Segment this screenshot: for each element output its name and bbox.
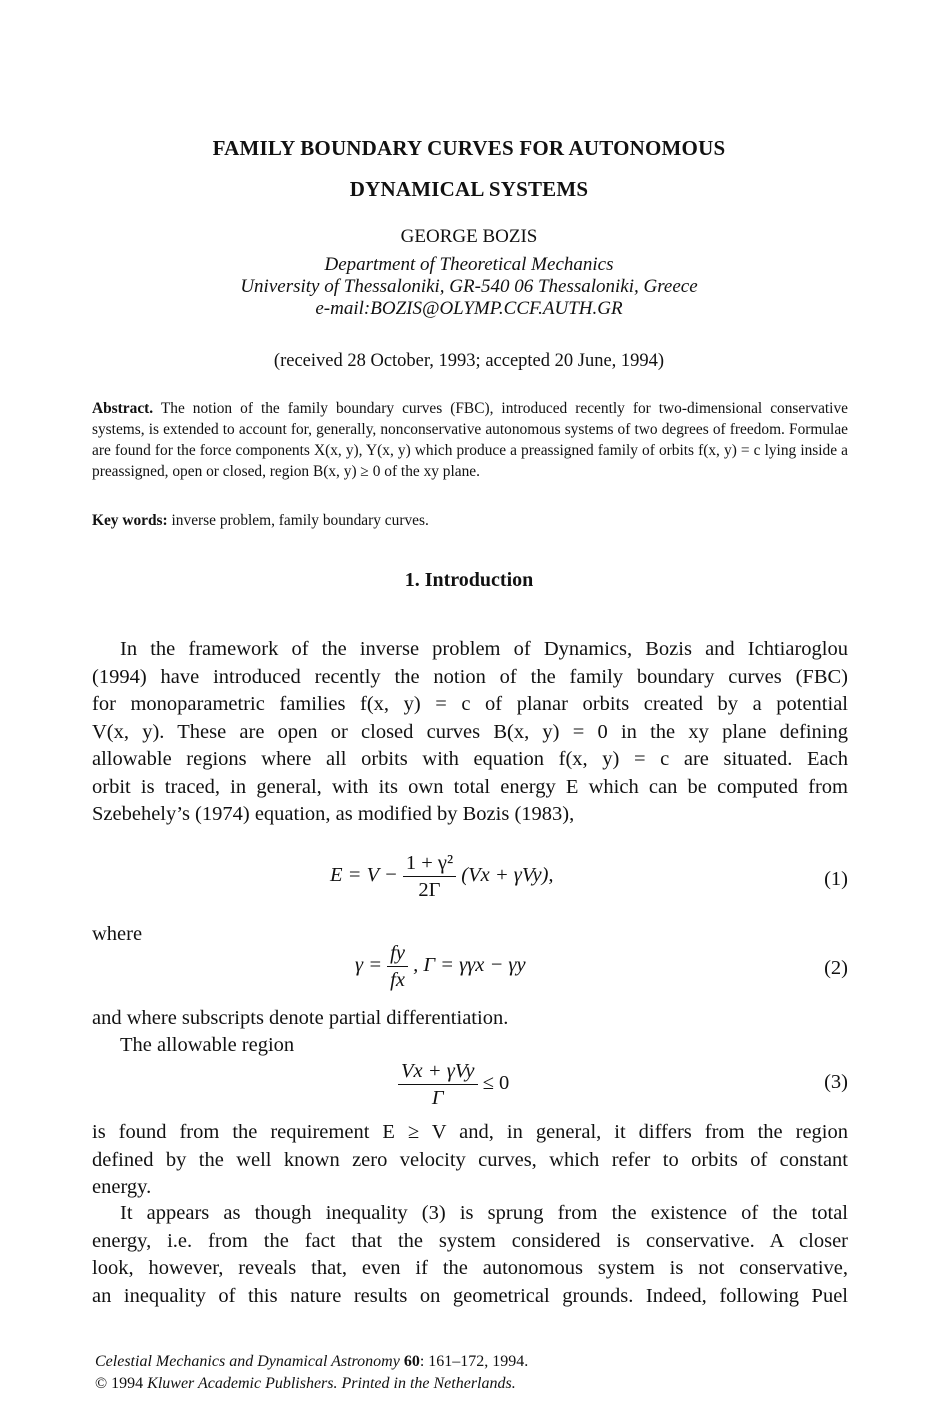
eq2-denominator: fx xyxy=(390,969,405,991)
paper-title-line-1: FAMILY BOUNDARY CURVES FOR AUTONOMOUS xyxy=(212,136,726,160)
author-email: e-mail:BOZIS@OLYMP.CCF.AUTH.GR xyxy=(315,298,623,319)
eq1-lhs: E = V − xyxy=(330,864,398,887)
text-line: orbit is traced, in general, with its own total energy E which can be computed from xyxy=(92,775,848,798)
keywords-text: inverse problem, family boundary curves. xyxy=(171,512,429,529)
text-line: an inequality of this nature results on geometrical grounds. Indeed, following Puel xyxy=(92,1284,848,1307)
abstract-label: Abstract. xyxy=(92,400,154,417)
eq3-fraction xyxy=(398,1058,478,1111)
publisher-line: Kluwer Academic Publishers. Printed in the Netherlands. xyxy=(147,1375,516,1392)
intro-paragraph-3 xyxy=(92,1200,848,1310)
equation-1 xyxy=(330,850,554,903)
eq2-lhs: γ = xyxy=(355,954,383,977)
text-line: defined by the well known zero velocity curves, which refer to orbits of constant xyxy=(92,1148,848,1171)
journal-volume: 60 xyxy=(403,1353,420,1370)
subscripts-sentence xyxy=(92,1005,848,1033)
text-line: is found from the requirement E ≥ V and, in general, it differs from the region xyxy=(92,1121,848,1143)
text-line: The allowable region xyxy=(120,1034,295,1056)
eq3-rhs: ≤ 0 xyxy=(482,1072,510,1095)
allowable-region-sentence xyxy=(92,1032,848,1060)
text-line: look, however, reveals that, even if the autonomous system is not conservative, xyxy=(92,1257,848,1279)
text-line: In the framework of the inverse problem of Dynamics, Bozis and Ichtiaroglou xyxy=(120,638,848,660)
keywords-label: Key words: xyxy=(92,512,168,529)
affiliation-university: University of Thessaloniki, GR-540 06 Thessaloniki, Greece xyxy=(240,276,698,297)
text-line: and where subscripts denote partial differentiation. xyxy=(92,1007,509,1029)
eq2-fraction xyxy=(387,940,408,993)
text-line: energy, i.e. from the fact that the system considered is conservative. A closer xyxy=(92,1229,848,1252)
text-line: Szebehely’s (1974) equation, as modified by Bozis (1983), xyxy=(92,803,575,825)
text-line: It appears as though inequality (3) is sprung from the existence of the total xyxy=(120,1202,848,1224)
equation-2-number: (2) xyxy=(824,957,848,979)
equation-3 xyxy=(398,1058,509,1111)
abstract xyxy=(92,398,848,482)
text-line: V(x, y). These are open or closed curves B(x, y) = 0 in the xy plane defining xyxy=(92,720,848,743)
eq3-denominator: Γ xyxy=(431,1087,444,1109)
intro-paragraph-1 xyxy=(92,636,848,829)
text-line: energy. xyxy=(92,1176,152,1198)
affiliation-department: Department of Theoretical Mechanics xyxy=(324,254,614,275)
eq1-rhs: (Vx + γVy), xyxy=(461,864,554,887)
footer-copyright xyxy=(95,1375,516,1393)
journal-name: Celestial Mechanics and Dynamical Astronomy xyxy=(95,1353,400,1370)
eq1-fraction xyxy=(403,850,456,903)
eq1-denominator: 2Γ xyxy=(418,879,441,901)
eq2-rhs: , Γ = γγx − γy xyxy=(413,954,526,977)
abstract-text: The notion of the family boundary curves (FBC), introduced recently for two-dimensional conservative systems, is extended to account for, generally, nonconservative autonomous systems of two degrees of freedom. Formulae are found for the force components X(x, y), Y(x, y) which produce a preassigned family of orbits f(x, y) = c lying inside a preassigned, open or closed, region B(x, y) ≥ 0 of the xy plane. xyxy=(92,400,848,480)
text-line: (1994) have introduced recently the notion of the family boundary curves (FBC) xyxy=(92,665,848,688)
section-heading-introduction: 1. Introduction xyxy=(404,569,534,591)
text-line: for monoparametric families f(x, y) = c of planar orbits created by a potential xyxy=(92,693,848,715)
equation-1-number: (1) xyxy=(824,868,848,890)
author-name: GEORGE BOZIS xyxy=(400,226,538,247)
intro-paragraph-2 xyxy=(92,1119,848,1202)
eq1-numerator: 1 + γ² xyxy=(403,850,456,877)
journal-pages: : 161–172, 1994. xyxy=(419,1353,529,1370)
equation-2 xyxy=(355,940,526,993)
eq3-numerator: Vx + γVy xyxy=(398,1058,478,1085)
footer-journal-citation xyxy=(95,1353,528,1371)
received-accepted-dates: (received 28 October, 1993; accepted 20 June, 1994) xyxy=(273,351,665,371)
text-line: allowable regions where all orbits with equation f(x, y) = c are situated. Each xyxy=(92,748,848,770)
equation-3-number: (3) xyxy=(824,1071,848,1093)
keywords xyxy=(92,512,848,530)
text-line: where xyxy=(92,923,143,945)
eq2-numerator: fy xyxy=(387,940,408,967)
paper-title-line-2: DYNAMICAL SYSTEMS xyxy=(349,177,589,201)
copyright-year: © 1994 xyxy=(95,1375,144,1392)
